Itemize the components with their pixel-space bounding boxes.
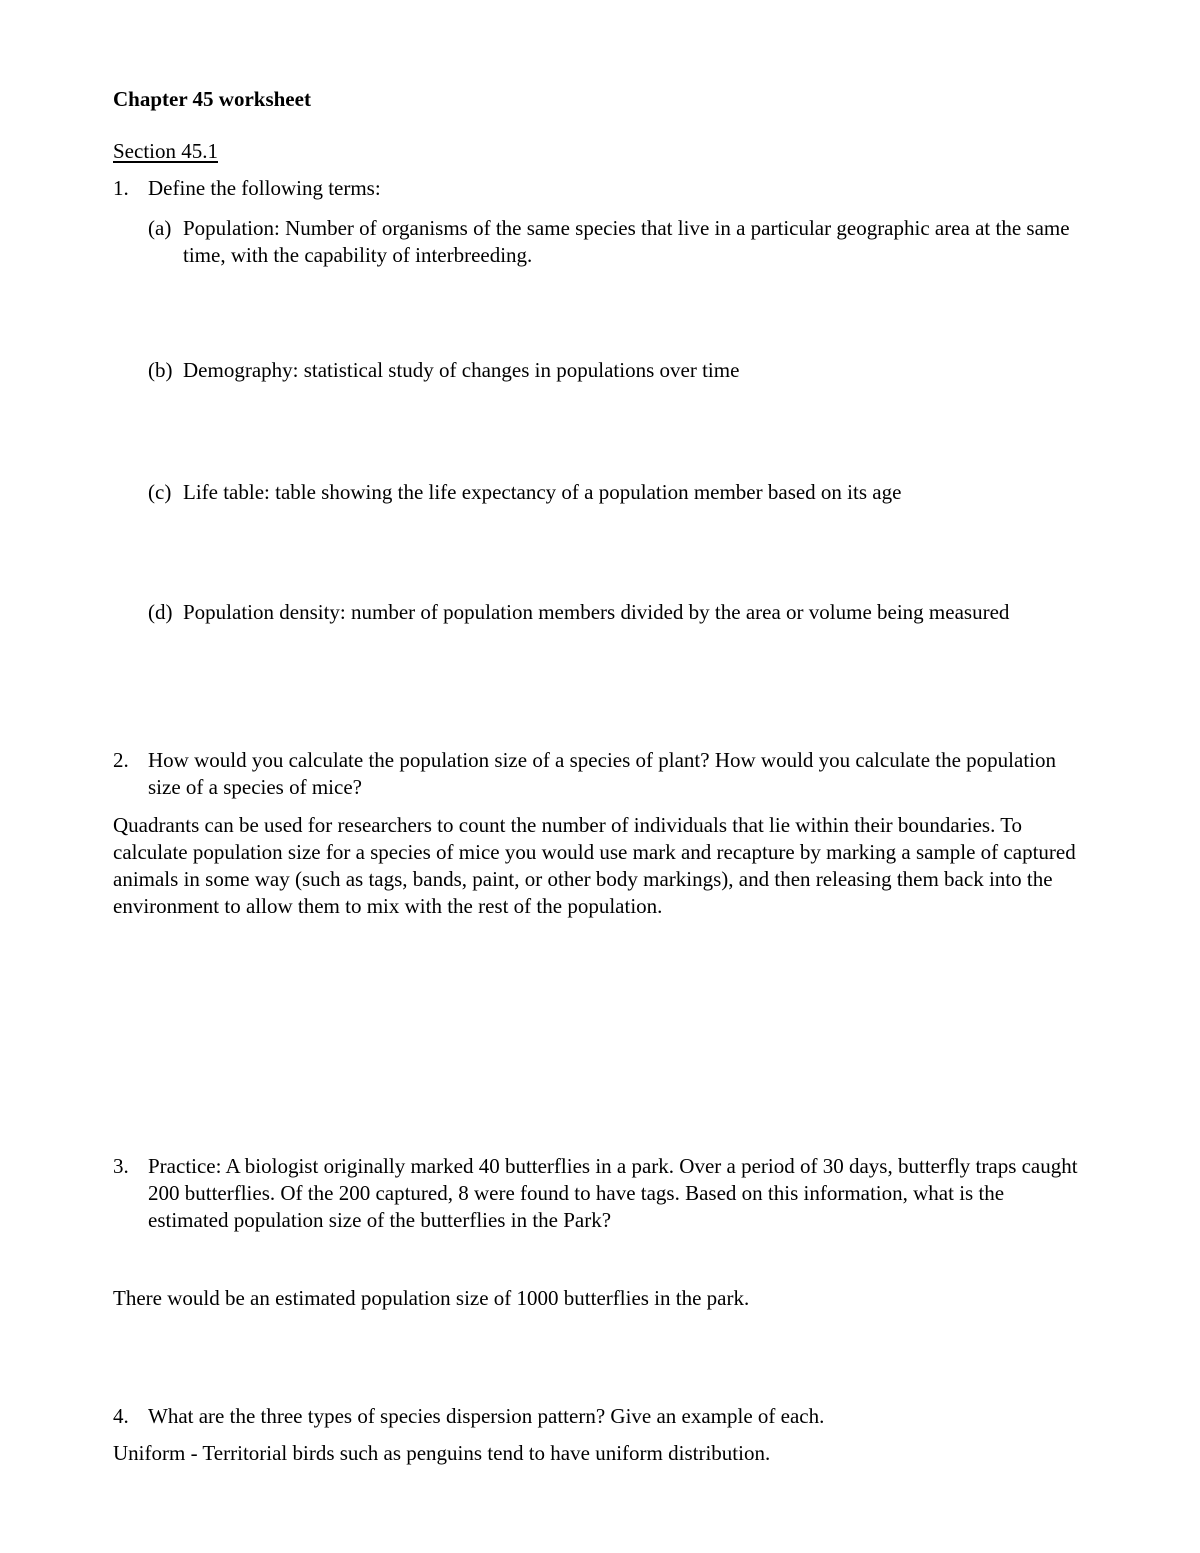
term-b-definition: Demography: statistical study of changes in populations over time <box>183 358 740 382</box>
term-a-definition: Population: Number of organisms of the same species that live in a particular geographic area at the same time, with the capability of interbreeding. <box>183 216 1070 267</box>
question-1-number: 1. <box>113 176 129 200</box>
term-b-label: (b) <box>148 358 173 382</box>
term-c-label: (c) <box>148 480 172 504</box>
term-a-label: (a) <box>148 216 172 240</box>
question-3-text: Practice: A biologist originally marked 40 butterflies in a park. Over a period of 30 days, butterfly traps caught 200 butterflies. Of the 200 captured, 8 were found to have tags. Based on this information, what is the estimated population size of the butterflies in the Park? <box>148 1154 1078 1232</box>
question-3 <box>113 1153 1088 1234</box>
answer-3: There would be an estimated population size of 1000 butterflies in the park. <box>113 1286 750 1310</box>
term-b <box>148 357 1088 384</box>
answer-4: Uniform - Territorial birds such as penguins tend to have uniform distribution. <box>113 1441 771 1465</box>
term-d-label: (d) <box>148 600 173 624</box>
term-d-definition: Population density: number of population members divided by the area or volume being measured <box>183 600 1010 624</box>
question-4 <box>113 1403 1088 1430</box>
term-a <box>148 215 1088 269</box>
term-c-definition: Life table: table showing the life expectancy of a population member based on its age <box>183 480 902 504</box>
section-heading: Section 45.1 <box>113 139 218 163</box>
question-2 <box>113 747 1088 801</box>
term-c <box>148 479 1088 506</box>
question-1-text: Define the following terms: <box>148 176 381 200</box>
answer-2: Quadrants can be used for researchers to count the number of individuals that lie within their boundaries. To calculate population size for a species of mice you would use mark and recapture by marking a sample of captured animals in some way (such as tags, bands, paint, or other body markings), and then releasing them back into the environment to allow them to mix with the rest of the population. <box>113 813 1076 918</box>
question-2-number: 2. <box>113 748 129 772</box>
question-1 <box>113 175 1088 202</box>
question-4-text: What are the three types of species dispersion pattern? Give an example of each. <box>148 1404 825 1428</box>
question-2-text: How would you calculate the population size of a species of plant? How would you calculate the population size of a species of mice? <box>148 748 1056 799</box>
worksheet-title: Chapter 45 worksheet <box>113 87 311 111</box>
term-d <box>148 599 1088 626</box>
question-4-number: 4. <box>113 1404 129 1428</box>
question-3-number: 3. <box>113 1154 129 1178</box>
